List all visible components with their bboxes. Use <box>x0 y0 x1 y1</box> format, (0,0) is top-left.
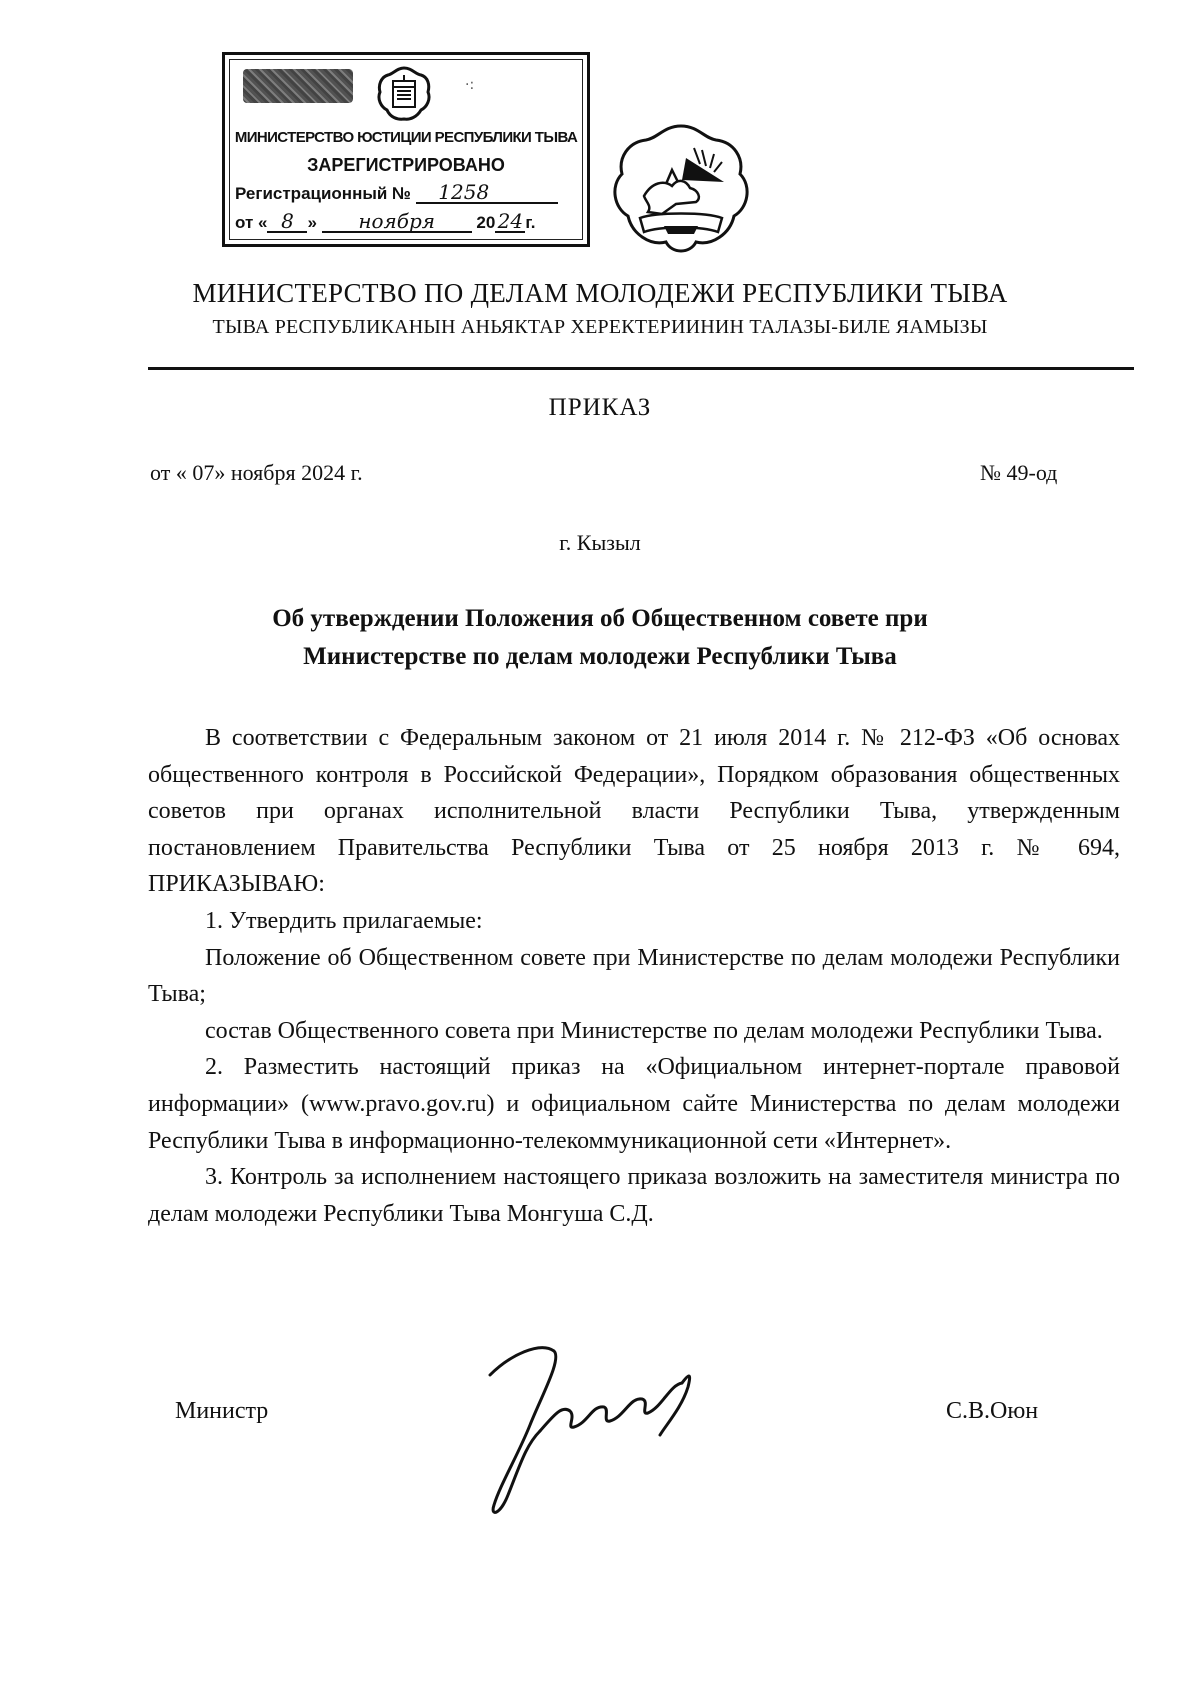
handwritten-signature-icon <box>470 1335 750 1525</box>
stamp-date-month: ноября <box>322 211 472 233</box>
stamp-status: ЗАРЕГИСТРИРОВАНО <box>307 155 505 175</box>
document-title <box>180 600 1020 676</box>
body-paragraph: В соответствии с Федеральным законом от 21 июля 2014 г. № 212-ФЗ «Об основах общественного контроля в Российской Федерации», Порядком образования общественных советов при органах исполнительной власти Республики Тыва, утвержденным постановлением Правительства Республики Тыва от 25 ноября 2013 г. № 694, ПРИКАЗЫВАЮ: <box>148 725 1120 898</box>
body-paragraph: 2. Разместить настоящий приказ на «Официальном интернет-портале правовой информации» (www.pravo.gov.ru) и официальном сайте Министерства по делам молодежи Республики Тыва в информационно-телекоммуникационной сети «Интернет». <box>148 1054 1120 1154</box>
stamp-date-row <box>235 211 535 233</box>
stamp-date-prefix: от « <box>235 213 268 232</box>
stamp-reg-label: Регистрационный № <box>235 184 411 203</box>
stamp-reg-number: 1258 <box>416 182 512 204</box>
stamp-ministry: МИНИСТЕРСТВО ЮСТИЦИИ РЕСПУБЛИКИ ТЫВА <box>234 129 578 146</box>
header-divider <box>148 367 1134 370</box>
signer-role: Министр <box>175 1398 269 1424</box>
ministry-seal-icon <box>375 65 433 123</box>
stamp-date-mid: » <box>307 213 317 232</box>
title-line-2: Министерстве по делам молодежи Республики Тыва <box>303 643 897 670</box>
stamp-year-suffix: 24 <box>495 211 525 233</box>
signer-name: С.В.Оюн <box>946 1398 1039 1424</box>
body-paragraph: состав Общественного совета при Министерстве по делам молодежи Республики Тыва. <box>205 1017 1103 1044</box>
document-body <box>148 720 1120 1232</box>
body-paragraph: 3. Контроль за исполнением настоящего приказа возложить на заместителя министра по делам молодежи Республики Тыва Монгуша С.Д. <box>148 1164 1120 1227</box>
ministry-name-tuvan: ТЫВА РЕСПУБЛИКАНЫН АНЬЯКТАР ХЕРЕКТЕРИИНИН ТАЛАЗЫ-БИЛЕ ЯАМЫЗЫ <box>212 316 988 338</box>
title-line-1: Об утверждении Положения об Общественном совете при <box>272 605 928 632</box>
stamp-year-prefix: 20 <box>476 213 496 232</box>
stamp-smudge <box>243 69 353 103</box>
ministry-name-russian: МИНИСТЕРСТВО ПО ДЕЛАМ МОЛОДЕЖИ РЕСПУБЛИКИ ТЫВА <box>192 278 1008 308</box>
stamp-mark: ·: <box>465 77 475 93</box>
body-paragraph: Положение об Общественном совете при Министерстве по делам молодежи Республики Тыва; <box>148 944 1120 1008</box>
document-city: г. Кызыл <box>559 530 641 555</box>
document-type: ПРИКАЗ <box>548 394 652 421</box>
stamp-date-end: г. <box>525 213 536 232</box>
tuva-coat-of-arms-icon <box>606 122 756 262</box>
stamp-date-day: 8 <box>267 211 307 233</box>
stamp-reg-row <box>235 182 558 204</box>
registration-stamp <box>222 52 590 247</box>
document-number: № 49-од <box>980 460 1058 485</box>
body-paragraph: 1. Утвердить прилагаемые: <box>205 907 483 934</box>
document-date: от « 07» ноября 2024 г. <box>150 460 363 485</box>
